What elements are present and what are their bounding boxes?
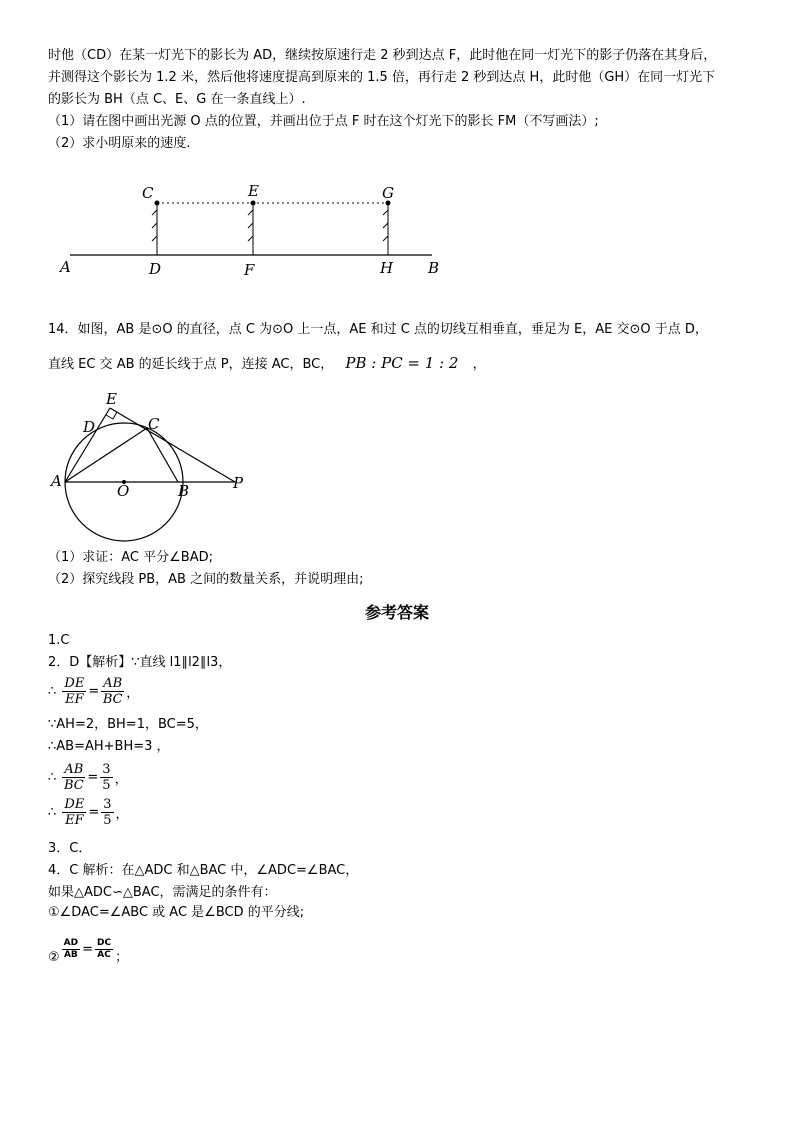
- answer-4: 4．C 解析：在△ADC 和△BAC 中，∠ADC=∠BAC，: [48, 863, 359, 878]
- f1-tail: ，: [126, 686, 140, 701]
- label-c: C: [142, 184, 154, 202]
- label14-a: A: [51, 472, 62, 490]
- f3-num2: 3: [103, 797, 112, 812]
- f3-tail: ，: [115, 807, 129, 822]
- formula-2: ∴ $\frac{AB}{BC}$ = $\frac{3}{5}$ ，: [48, 762, 128, 793]
- q14-line1: 14．如图，AB 是⊙O 的直径，点 C 为⊙O 上一点，AE 和过 C 点的切线互相垂直，垂足为 E，AE 交⊙O 于点 D，: [48, 322, 708, 337]
- label-h: H: [380, 259, 394, 277]
- line-bc: [147, 428, 178, 482]
- person-cd: [152, 201, 160, 256]
- f1-den2: BC: [102, 692, 123, 707]
- f3-num1: DE: [64, 797, 85, 812]
- c2-num2: DC: [97, 938, 112, 948]
- q13-part2: （2）求小明原来的速度.: [48, 136, 191, 151]
- q14-part1: （1）求证：AC 平分∠BAD;: [48, 550, 214, 565]
- therefore-symbol-3: ∴: [48, 805, 57, 820]
- answer-ah: ∵AH=2，BH=1，BC=5，: [48, 717, 208, 732]
- label-a: A: [60, 258, 71, 276]
- formula-1: ∴ $\frac{DE}{EF}$ = $\frac{AB}{BC}$ ，: [48, 676, 140, 707]
- q13-figure: [0, 170, 794, 290]
- q13-line2: 并测得这个影长为 1.2 米，然后他将速度提高到原来的 1.5 倍，再行走 2 秒到达点 H，此时他（GH）在同一灯光下: [48, 70, 716, 85]
- label-b: B: [428, 259, 440, 277]
- label-e: E: [248, 182, 259, 200]
- person-ef: [248, 201, 256, 256]
- f1-den1: EF: [65, 692, 84, 707]
- q14-line2: [48, 354, 486, 374]
- q14-comma: ，: [472, 357, 486, 372]
- f2-den2: 5: [102, 778, 111, 793]
- label14-o: O: [117, 482, 130, 500]
- q13-part1: （1）请在图中画出光源 O 点的位置，并画出位于点 F 时在这个灯光下的影长 FM（不写画法）;: [48, 114, 599, 129]
- f1-num2: AB: [103, 676, 123, 691]
- f2-num1: AB: [64, 762, 84, 777]
- condition-1: ①∠DAC=∠ABC 或 AC 是∠BCD 的平分线;: [48, 905, 305, 920]
- q14-ratio: PB : PC = 1 : 2: [345, 354, 459, 372]
- answers-title: 参考答案: [364, 603, 429, 622]
- q14-part2: （2）探究线段 PB，AB 之间的数量关系，并说明理由;: [48, 572, 364, 587]
- formula-3: ∴ $\frac{DE}{EF}$ = $\frac{3}{5}$ ，: [48, 797, 129, 828]
- label-d: D: [149, 260, 162, 278]
- f1-num1: DE: [64, 676, 85, 691]
- label14-d: D: [83, 418, 96, 436]
- q14-line2-text: 直线 EC 交 AB 的延长线于点 P，连接 AC，BC，: [48, 357, 334, 372]
- q14-figure: [0, 390, 794, 550]
- f2-tail: ，: [114, 772, 128, 787]
- answer-2: 2．D【解析】∵直线 l1∥l2∥l3，: [48, 655, 232, 670]
- q13-line3: 的影长为 BH（点 C、E、G 在一条直线上）.: [48, 92, 306, 107]
- f3-den1: EF: [65, 813, 84, 828]
- answer-4b: 如果△ADC∽△BAC，需满足的条件有：: [48, 885, 277, 900]
- line-ep: [110, 408, 235, 482]
- c2-den2: AC: [97, 950, 111, 960]
- label-f: F: [244, 261, 255, 279]
- therefore-symbol-2: ∴: [48, 770, 57, 785]
- condition-2: ② $\frac{AD}{AB}$ = $\frac{DC}{AC}$ ；: [48, 938, 129, 965]
- right-angle-mark: [106, 412, 117, 419]
- label14-p: P: [233, 474, 244, 492]
- label14-e: E: [106, 390, 117, 408]
- f2-den1: BC: [64, 778, 84, 793]
- c2-num1: AD: [63, 938, 79, 948]
- answer-3: 3．C．: [48, 841, 92, 856]
- therefore-symbol: ∴: [48, 684, 57, 699]
- f3-den2: 5: [103, 813, 112, 828]
- c2-tail: ；: [115, 950, 129, 965]
- answer-1: 1.C: [48, 633, 70, 648]
- line-ac: [65, 428, 147, 482]
- label14-b: B: [178, 482, 190, 500]
- label14-c: C: [148, 415, 160, 433]
- c2-den1: AB: [63, 950, 78, 960]
- label-g: G: [382, 184, 394, 202]
- q13-line1: 时他（CD）在某一灯光下的影长为 AD，继续按原速行走 2 秒到达点 F，此时他在同一灯光下的影子仍落在其身后，: [48, 48, 717, 63]
- circled-two: ②: [48, 950, 60, 965]
- f2-num2: 3: [102, 762, 111, 777]
- person-gh: [383, 201, 391, 256]
- answer-ab: ∴AB=AH+BH=3 ，: [48, 739, 170, 754]
